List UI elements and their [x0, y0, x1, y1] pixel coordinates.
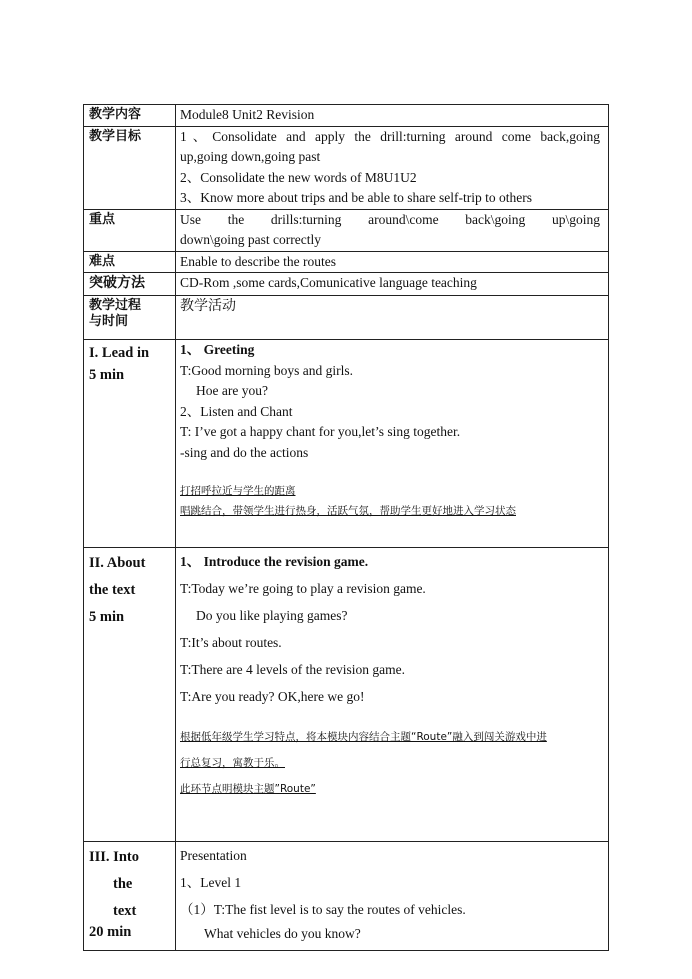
- value-process: [176, 296, 609, 340]
- text-label-4: 20 min: [89, 924, 132, 940]
- value-key: [176, 209, 609, 251]
- about-label-2: the text: [89, 582, 136, 598]
- value-into-text: [176, 842, 609, 951]
- about-note-1: 根据低年级学生学习特点，将本模块内容结合主题“Route”融入到闯关游戏中进: [180, 731, 547, 743]
- about-line-3: Do you like playing games?: [196, 608, 348, 623]
- text-line-4: What vehicles do you know?: [204, 926, 361, 941]
- about-line-2: T:Today we’re going to play a revision game.: [180, 581, 426, 596]
- label-into-text: [84, 842, 176, 951]
- process-label-2: 与时间: [89, 314, 129, 329]
- row-method: [84, 273, 609, 296]
- text-line-2: 1、Level 1: [180, 875, 242, 890]
- value-method: [176, 273, 609, 296]
- lead-line-1: 1、 Greeting: [180, 342, 255, 357]
- text-line-3: （1）T:The fist level is to say the routes of vehicles.: [180, 902, 466, 917]
- lead-label-1: I. Lead in: [89, 345, 150, 361]
- about-label-3: 5 min: [89, 609, 125, 625]
- method-text: CD-Rom ,some cards,Comunicative language teaching: [180, 275, 477, 290]
- row-key: [84, 209, 609, 251]
- label-about-text: [84, 548, 176, 842]
- difficult-text: Enable to describe the routes: [180, 253, 336, 269]
- about-line-5: T:There are 4 levels of the revision game.: [180, 662, 405, 677]
- label-process: [84, 296, 176, 340]
- about-note-2: 行总复习，寓教于乐。: [180, 757, 285, 769]
- label-key: 重点: [84, 209, 176, 251]
- about-note-3: 此环节点明模块主题”Route”: [180, 783, 316, 795]
- lead-line-6: -sing and do the actions: [180, 444, 309, 460]
- label-method: 突破方法: [84, 273, 176, 296]
- label-lead-in: [84, 340, 176, 548]
- value-content: [176, 105, 609, 127]
- lead-line-4: 2、Listen and Chant: [180, 403, 293, 419]
- goal-line-3: 2、Consolidate the new words of M8U1U2: [180, 169, 417, 185]
- lead-note-1: 打招呼拉近与学生的距离: [180, 485, 296, 497]
- about-line-6: T:Are you ready? OK,here we go!: [180, 689, 365, 704]
- goal-line-1: 1、Consolidate and apply the drill:turning around come back,going: [180, 128, 600, 144]
- goal-line-4: 3、Know more about trips and be able to share self-trip to others: [180, 190, 533, 205]
- row-goals: [84, 126, 609, 209]
- row-lead-in: [84, 340, 609, 548]
- lead-label-2: 5 min: [89, 367, 125, 383]
- lead-line-3: Hoe are you?: [196, 383, 268, 398]
- row-into-text: [84, 842, 609, 951]
- value-goals: [176, 126, 609, 209]
- about-line-1: 1、 Introduce the revision game.: [180, 554, 369, 569]
- row-content: [84, 105, 609, 127]
- row-about-text: [84, 548, 609, 842]
- lead-line-2: T:Good morning boys and girls.: [180, 362, 353, 378]
- label-goals: 教学目标: [84, 126, 176, 209]
- goal-line-2: up,going down,going past: [180, 149, 321, 164]
- text-label-2: the: [113, 876, 133, 892]
- content-text: Module8 Unit2 Revision: [180, 107, 315, 122]
- text-line-1: Presentation: [180, 848, 247, 863]
- row-process: [84, 296, 609, 340]
- text-label-1: III. Into: [89, 849, 139, 865]
- lesson-plan-table: [83, 104, 609, 951]
- value-about-text: [176, 548, 609, 842]
- lead-note-2: 唱跳结合，带领学生进行热身，活跃气氛，帮助学生更好地进入学习状态: [180, 505, 516, 517]
- key-line-2: down\going past correctly: [180, 232, 321, 247]
- process-text: 教学活动: [180, 298, 236, 314]
- about-label-1: II. About: [89, 555, 146, 571]
- key-line-1: Use the drills:turning around\come back\going up\going: [180, 211, 600, 227]
- text-label-3: text: [113, 903, 137, 919]
- value-difficult: [176, 251, 609, 273]
- process-label-1: 教学过程: [89, 298, 142, 313]
- value-lead-in: [176, 340, 609, 548]
- about-line-4: T:It’s about routes.: [180, 635, 282, 650]
- lead-line-5: T: I’ve got a happy chant for you,let’s sing together.: [180, 424, 461, 439]
- row-difficult: [84, 251, 609, 273]
- label-content: 教学内容: [84, 105, 176, 127]
- label-difficult: 难点: [84, 251, 176, 273]
